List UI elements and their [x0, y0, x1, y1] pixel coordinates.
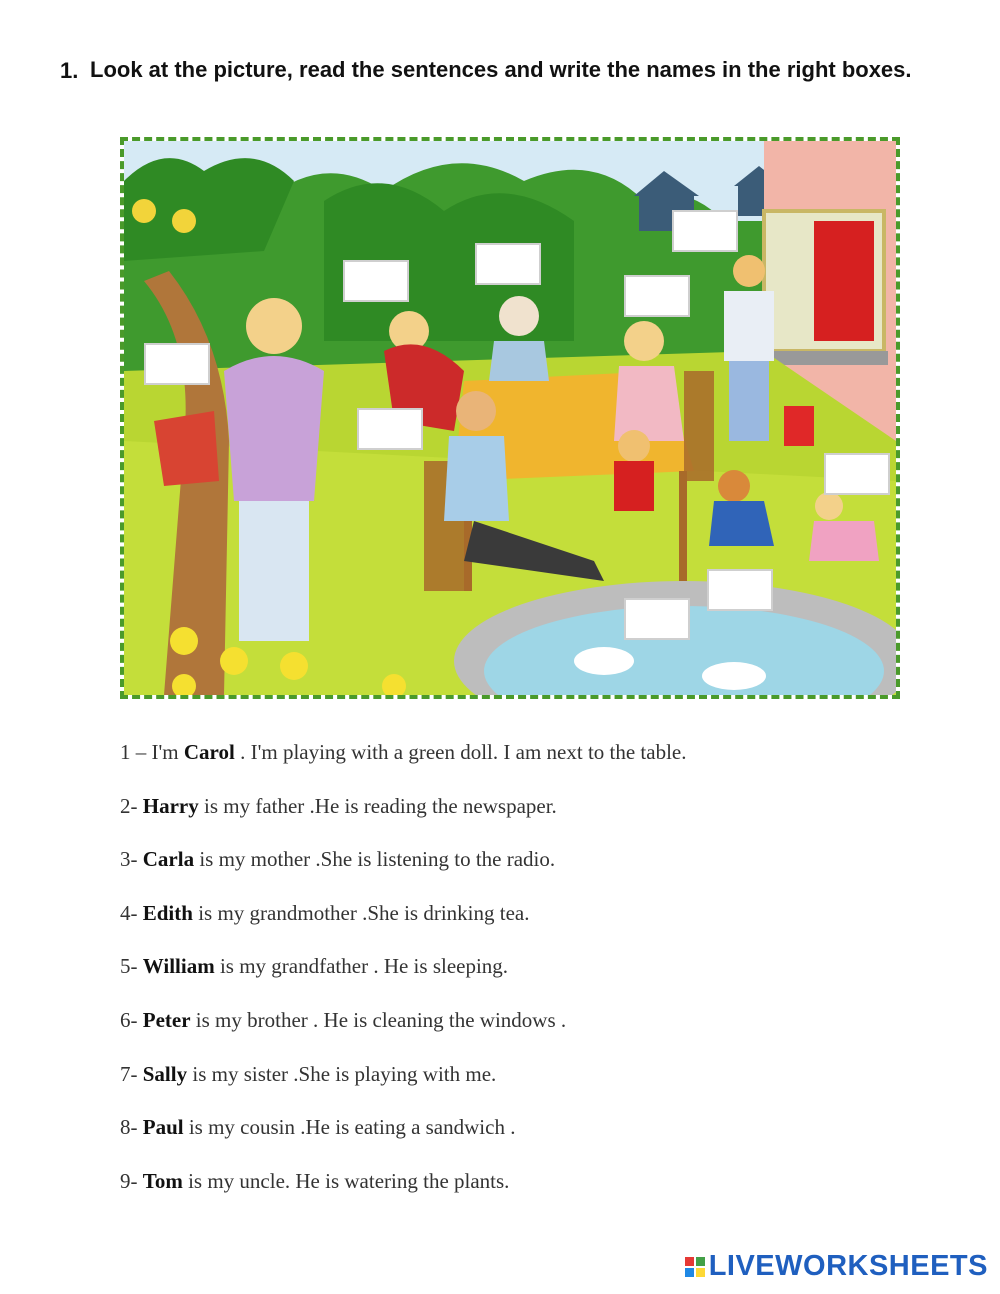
answer-box-6[interactable]: [357, 408, 423, 450]
answer-box-1[interactable]: [343, 260, 409, 302]
character-name: Harry: [142, 793, 199, 818]
character-name: Edith: [142, 900, 193, 925]
question-instruction: Look at the picture, read the sentences and write the names in the right boxes.: [90, 57, 912, 82]
sentence-2: 2- Harry is my father .He is reading the newspaper.: [120, 793, 557, 818]
liveworksheets-logo: [685, 1250, 988, 1283]
answer-box-8[interactable]: [707, 569, 773, 611]
sentence-list: [120, 735, 940, 1217]
sentence-8: 8- Paul is my cousin .He is eating a sandwich .: [120, 1115, 516, 1140]
sentence-5: 5- William is my grandfather . He is sleeping.: [120, 954, 509, 979]
sentence-6: 6- Peter is my brother . He is cleaning the windows .: [120, 1007, 567, 1032]
sentence-4: 4- Edith is my grandmother .She is drinking tea.: [120, 900, 530, 925]
character-name: Carla: [142, 847, 195, 872]
character-name: Tom: [142, 1168, 183, 1193]
logo-text: LIVEWORKSHEETS: [708, 1250, 988, 1282]
answer-box-5[interactable]: [144, 343, 210, 385]
logo-icon: [685, 1257, 705, 1277]
answer-box-3[interactable]: [672, 210, 738, 252]
character-name: William: [142, 954, 215, 979]
question-number: 1.: [60, 58, 79, 83]
sentence-9: 9- Tom is my uncle. He is watering the plants.: [120, 1168, 510, 1193]
sentence-7: 7- Sally is my sister .She is playing with me.: [120, 1061, 497, 1086]
character-name: Carol: [183, 740, 235, 764]
character-name: Peter: [142, 1007, 191, 1032]
answer-box-7[interactable]: [824, 453, 890, 495]
answer-box-9[interactable]: [624, 598, 690, 640]
garden-picture: [120, 137, 900, 699]
answer-box-4[interactable]: [624, 275, 690, 317]
question: [60, 58, 960, 88]
answer-box-2[interactable]: [475, 243, 541, 285]
sentence-3: 3- Carla is my mother .She is listening to the radio.: [120, 847, 556, 872]
sentence-1: 1 – I'm Carol . I'm playing with a green doll. I am next to the table.: [120, 740, 687, 764]
character-name: Sally: [142, 1061, 188, 1086]
character-name: Paul: [142, 1115, 184, 1140]
